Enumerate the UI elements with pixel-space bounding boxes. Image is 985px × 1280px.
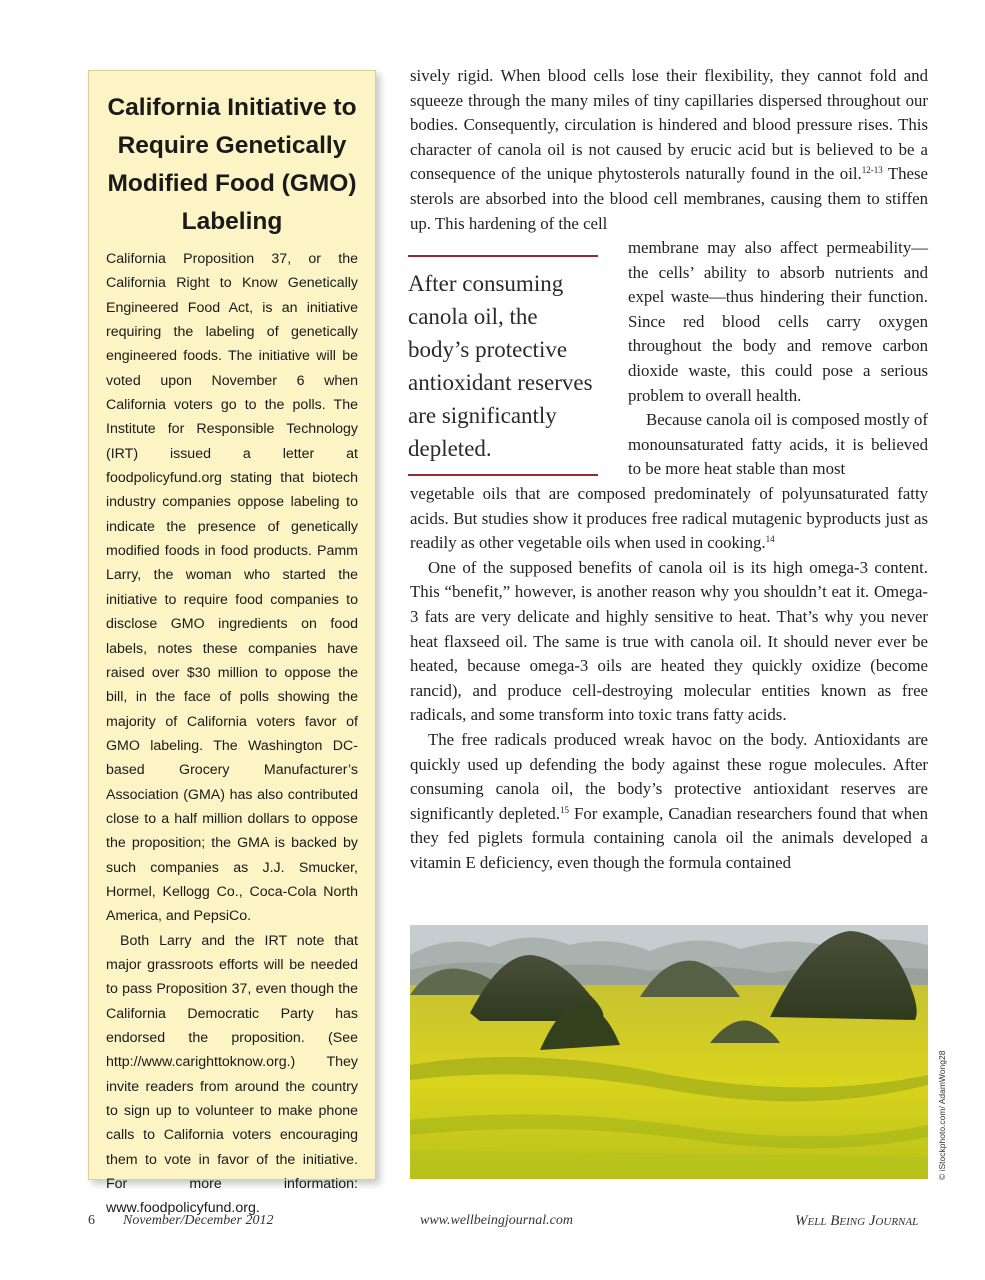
pull-quote-text: After consuming canola oil, the body’s protective antioxidant reserves are significantly depleted. (408, 271, 593, 461)
article-text: For example, Canadian researchers found that when they fed piglets formula containing canola oil the animals developed a vitamin E deficiency, even though the formula contained (410, 803, 929, 872)
article-column-narrow (628, 236, 928, 482)
article-text: The free radicals produced wreak havoc on the body. Antioxidants are quickly used up defending the body against these rogue molecules. After consuming canola oil, the body’s protective antioxidant reserves are significantly depleted. (410, 729, 928, 823)
issue-date: November/December 2012 (123, 1213, 274, 1228)
footnote-ref: 15 (559, 804, 569, 815)
photo-credit: © iStockphoto.com/ AdamWong28 (937, 1050, 947, 1180)
page-number: 6 (88, 1213, 95, 1228)
footnote-ref: 12-13 (861, 165, 883, 176)
article-paragraph (410, 64, 928, 236)
journal-name: Well Being Journal (795, 1213, 919, 1229)
article-paragraph: membrane may also affect permeability—the cells’ ability to absorb nutrients and expel waste—thus hindering their function. Since red blood cells carry oxygen throughout the body and remove carbon dioxide waste, this could pose a serious problem to overall health. (628, 238, 928, 405)
article-column-main (410, 482, 928, 876)
article-text: These sterols are absorbed into the blood cell membranes, causing them to stiffen up. This hardening of the cell (410, 164, 928, 233)
website-link[interactable]: www.wellbeingjournal.com (420, 1213, 573, 1228)
sidebar-title: California Initiative to Require Genetically Modified Food (GMO) Labeling (107, 94, 357, 235)
article-text: vegetable oils that are composed predominately of polyunsaturated fatty acids. But studies show it produces free radical mutagenic byproducts just as readily as other vegetable oils when used in cooking. (410, 484, 928, 553)
article-paragraph (410, 728, 928, 876)
sidebar-paragraph: Both Larry and the IRT note that major grassroots efforts will be needed to pass Proposition 37, even though the California Democratic Party has endorsed the proposition. (See http://www.carighttoknow.org.) They invite readers from around the country to sign up to volunteer to make phone calls to California voters encouraging them to vote in favor of the initiative. For more information: www.foodpolicyfund.org. (106, 932, 358, 1217)
canola-field-photo (410, 925, 928, 1179)
gmo-sidebar (88, 70, 376, 1217)
article-paragraph: One of the supposed benefits of canola oil is its high omega-3 content. This “benefit,” however, is another reason why you shouldn’t eat it. Omega-3 fats are very delicate and highly sensitive to heat. That’s why you never heat flaxseed oil. The same is true with canola oil. It should never ever be heated, because omega-3 oils are heated they quickly oxidize (become rancid), and produce cell-destroying molecular entities known as free radicals, and some transform into toxic trans fatty acids. (410, 557, 928, 725)
sidebar-body (106, 247, 358, 1221)
sidebar-paragraph: California Proposition 37, or the California Right to Know Genetically Engineered Food Act, is an initiative requiring the labeling of genetically engineered foods. The initiative will be voted upon November 6 when California voters go to the polls. The Institute for Responsible Technology (IRT) issued a letter at foodpolicyfund.org stating that biotech industry companies oppose labeling to indicate the presence of genetically modified foods in food products. Pamm Larry, the woman who started the initiative to require food companies to disclose GMO ingredients on food labels, notes these companies have raised over $30 million to oppose the bill, in the face of polls showing the majority of California voters favor of GMO labeling. The Washington DC-based Grocery Manufacturer’s Association (GMA) has also contributed close to a half million dollars to oppose the proposition; the GMA is backed by such companies as J.J. Smucker, Hormel, Kellogg Co., Coca-Cola North America, and PepsiCo. (106, 251, 358, 925)
article-column-top (410, 64, 928, 236)
footnote-ref: 14 (765, 534, 775, 545)
article-paragraph: Because canola oil is composed mostly of monounsaturated fatty acids, it is believed to be more heat stable than most (628, 410, 928, 479)
landscape-illustration (410, 925, 928, 1179)
article-paragraph (410, 482, 928, 556)
article-text: sively rigid. When blood cells lose their flexibility, they cannot fold and squeeze through the many miles of tiny capillaries dispersed throughout our bodies. Consequently, circulation is hindered and blood pressure rises. This character of canola oil is not caused by erucic acid but is believed to be a consequence of the unique phytosterols naturally found in the oil. (410, 66, 928, 184)
pull-quote (408, 255, 598, 476)
